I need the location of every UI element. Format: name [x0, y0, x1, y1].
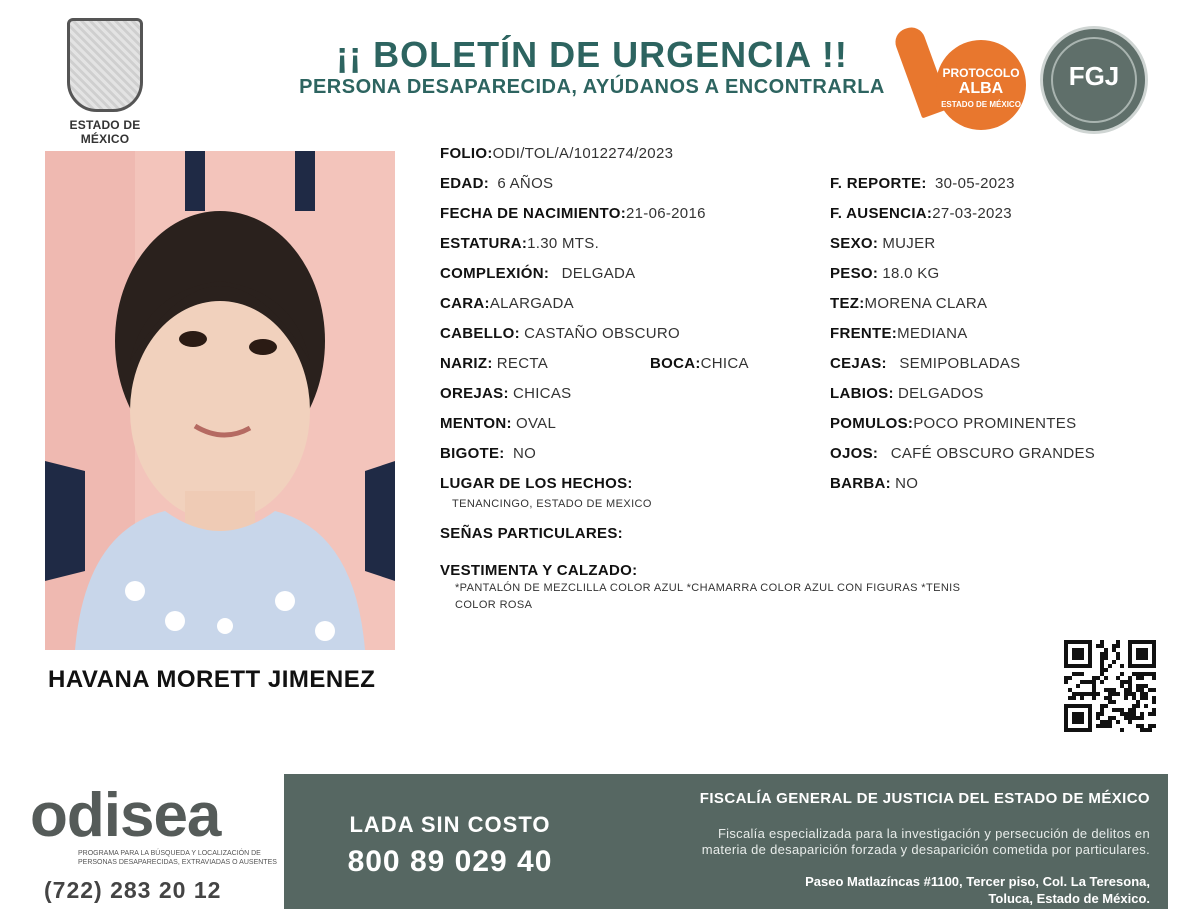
fgj-seal-logo	[1040, 26, 1148, 134]
field-sexo: SEXO: MUJER	[830, 235, 936, 252]
odisea-program-text: PROGRAMA PARA LA BÚSQUEDA Y LOCALIZACIÓN DE PERSONAS DESAPARECIDAS, EXTRAVIADAS O AUSENTES	[78, 850, 277, 866]
field-boca: BOCA:CHICA	[650, 355, 749, 372]
person-name: HAVANA MORETT JIMENEZ	[48, 666, 376, 693]
field-tez: TEZ:MORENA CLARA	[830, 295, 988, 312]
fiscalia-desc-line2: materia de desaparición forzada y desaparición cometida por particulares.	[701, 842, 1150, 857]
protocolo-alba-logo	[898, 20, 1033, 132]
state-logo-caption: ESTADO DE MÉXICO	[69, 118, 141, 146]
field-menton: MENTON: OVAL	[440, 415, 557, 432]
field-bigote: BIGOTE: NO	[440, 445, 537, 462]
field-fecha-nacimiento: FECHA DE NACIMIENTO:21-06-2016	[440, 205, 706, 222]
field-cejas: CEJAS: SEMIPOBLADAS	[830, 355, 1021, 372]
odisea-phone: (722) 283 20 12	[44, 877, 222, 903]
state-of-mexico-logo	[45, 18, 165, 146]
field-lugar-hechos: LUGAR DE LOS HECHOS:	[440, 475, 633, 492]
field-complexion: COMPLEXIÓN: DELGADA	[440, 265, 636, 282]
field-edad: EDAD: 6 AÑOS	[440, 175, 554, 192]
fgj-label: FGJ	[1068, 61, 1120, 91]
odisea-logo: odisea	[30, 781, 221, 850]
field-senas-particulares: SEÑAS PARTICULARES:	[440, 525, 623, 542]
field-pomulos: POMULOS:POCO PROMINENTES	[830, 415, 1077, 432]
field-nariz: NARIZ: RECTA	[440, 355, 549, 372]
fiscalia-title: FISCALÍA GENERAL DE JUSTICIA DEL ESTADO DE MÉXICO	[699, 790, 1150, 807]
fiscalia-description	[600, 826, 1150, 858]
lada-number: 800 89 029 40	[347, 845, 553, 878]
vestimenta-line1: *PANTALÓN DE MEZCLILLA COLOR AZUL *CHAMARRA COLOR AZUL CON FIGURAS *TENIS	[455, 582, 961, 594]
fiscalia-desc-line1: Fiscalía especializada para la investigación y persecución de delitos en	[717, 826, 1150, 841]
bulletin-subtitle: PERSONA DESAPARECIDA, AYÚDANOS A ENCONTRARLA	[299, 76, 885, 98]
coat-of-arms-icon	[67, 18, 143, 112]
vestimenta-line2: COLOR ROSA	[455, 599, 533, 611]
fiscalia-address	[600, 873, 1150, 907]
alba-line3: ESTADO DE MÉXICO	[941, 100, 1021, 109]
bulletin-title: ¡¡ BOLETÍN DE URGENCIA !!	[336, 34, 848, 75]
qr-code-icon[interactable]	[1064, 640, 1156, 732]
missing-person-photo	[45, 151, 395, 650]
field-peso: PESO: 18.0 KG	[830, 265, 940, 282]
field-estatura: ESTATURA:1.30 MTS.	[440, 235, 600, 252]
field-fecha-reporte: F. REPORTE: 30-05-2023	[830, 175, 1015, 192]
field-vestimenta: VESTIMENTA Y CALZADO:	[440, 562, 638, 579]
alba-line1: PROTOCOLO	[942, 66, 1020, 80]
field-cara: CARA:ALARGADA	[440, 295, 574, 312]
address-line2: Toluca, Estado de México.	[988, 891, 1150, 906]
field-cabello: CABELLO: CASTAÑO OBSCURO	[440, 325, 680, 342]
portrait-illustration	[45, 151, 395, 650]
lada-label: LADA SIN COSTO	[349, 812, 551, 837]
field-frente: FRENTE:MEDIANA	[830, 325, 968, 342]
alba-line2: ALBA	[958, 80, 1004, 97]
address-line1: Paseo Matlazíncas #1100, Tercer piso, Col. La Teresona,	[805, 874, 1150, 889]
field-orejas: OREJAS: CHICAS	[440, 385, 572, 402]
field-labios: LABIOS: DELGADOS	[830, 385, 984, 402]
field-folio: FOLIO:ODI/TOL/A/1012274/2023	[440, 145, 674, 162]
field-ojos: OJOS: CAFÉ OBSCURO GRANDES	[830, 445, 1096, 462]
odisea-block	[30, 781, 280, 904]
lugar-hechos-value: TENANCINGO, ESTADO DE MEXICO	[452, 498, 652, 510]
field-fecha-ausencia: F. AUSENCIA:27-03-2023	[830, 205, 1012, 222]
field-barba: BARBA: NO	[830, 475, 919, 492]
